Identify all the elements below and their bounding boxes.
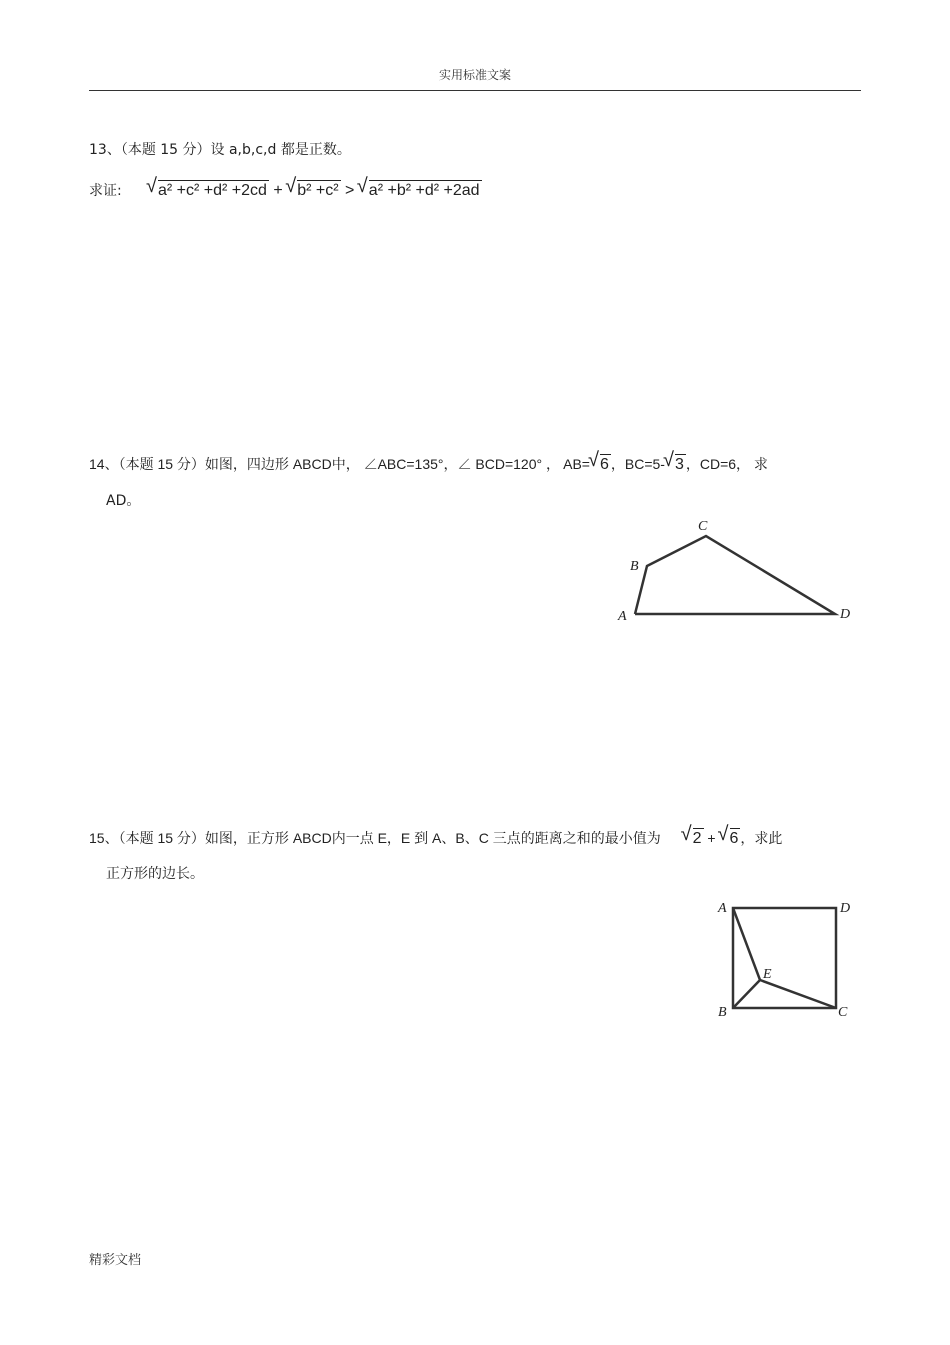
radical-6-term-content: 6 [729,830,739,847]
segment-ae [733,908,760,980]
quadrilateral-outline [635,536,835,614]
vertex-label-b-sq: B [718,1005,727,1020]
question-14-part-a: 14、（本题 15 分）如图，四边形 ABCD中， ∠ABC=135°，∠ BCD=120° ， AB= [89,456,590,472]
radical-2-content: b² +c² [297,182,339,199]
square-figure [712,896,862,1026]
vertex-label-c: C [698,519,708,534]
plus-sign: + [273,182,283,199]
radical-bc-content: 3 [674,456,684,473]
radical-3 [359,180,482,200]
question-13-inequality [148,180,482,200]
question-15-text [89,828,782,848]
radical-bc [665,454,686,474]
vertex-label-a-sq: A [718,901,727,916]
segment-ce [760,980,836,1008]
question-14-part-c: ，CD=6， 求 [685,456,768,472]
vertex-label-a: A [618,609,627,624]
radical-3-content: a² +b² +d² +2ad [368,182,480,199]
greater-than-sign: > [345,182,355,199]
radical-2 [287,180,340,200]
vertex-label-d-sq: D [840,901,851,916]
page-header-title: 实用标准文案 [438,68,511,82]
vertex-label-c-sq: C [838,1005,848,1020]
question-13-prove-label: 求证: [89,183,122,199]
quadrilateral-figure [612,512,862,627]
segment-be [733,980,760,1008]
page-footer: 精彩文档 [89,1253,142,1268]
radical-ab [590,454,611,474]
question-14-part-b: ，BC=5- [610,456,665,472]
plus-sign-15: + [707,830,716,846]
radical-6-term [720,828,741,848]
question-15-part-a: 15、（本题 15 分）如图，正方形 ABCD内一点 E，E 到 A、B、C 三点的距离之和的最小值为 [89,830,661,846]
question-15-line-2: 正方形的边长。 [106,866,204,882]
vertex-label-b: B [630,559,639,574]
question-14-line-2: AD。 [106,493,141,509]
radical-2-term [683,828,704,848]
header-divider [89,90,861,91]
radical-1 [148,180,269,200]
question-13-text: 13、（本题 15 分）设 a,b,c,d 都是正数。 [89,142,351,158]
vertex-label-d: D [840,607,851,622]
radical-2-term-content: 2 [692,830,702,847]
radical-ab-content: 6 [599,456,609,473]
radical-1-content: a² +c² +d² +2cd [158,182,267,199]
question-14-text [89,454,768,474]
point-label-e: E [763,967,772,982]
question-15-part-b: ，求此 [740,830,783,846]
